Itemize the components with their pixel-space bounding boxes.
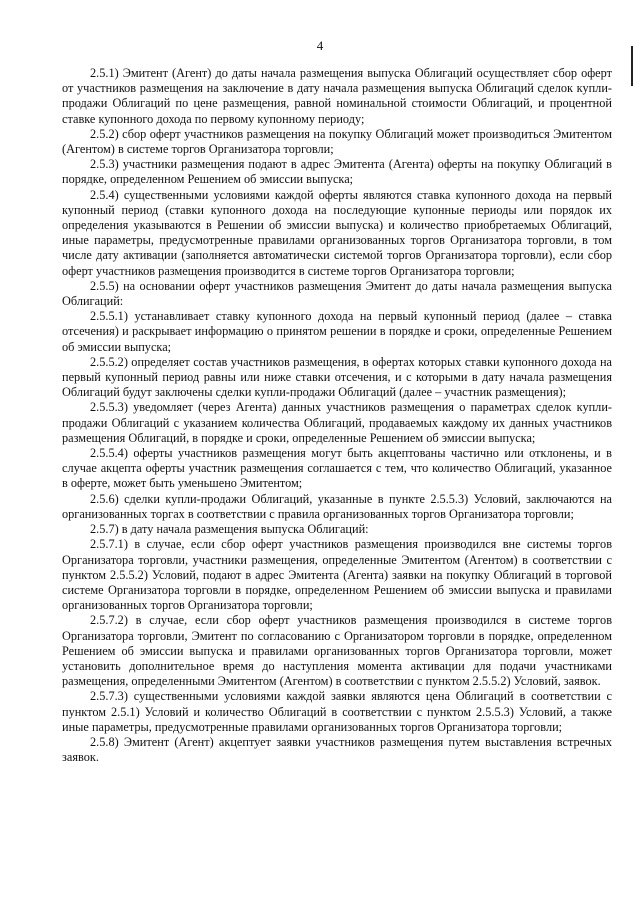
clause-2-5-5-1: 2.5.5.1) устанавливает ставку купонного дохода на первый купонный период (далее – ставка отсечения) и раскрывает информацию о принятом решении в порядке и сроки, определенные Решением об эмиссии выпуска; xyxy=(62,309,612,354)
scan-edge-mark xyxy=(631,46,633,86)
clause-2-5-5-3: 2.5.5.3) уведомляет (через Агента) данных участников размещения о параметрах сделок купли-продажи Облигаций с указанием количества Облигаций, продаваемых каждому их данных участников размещения Облигаций, в порядке и сроки, определенные Решением об эмиссии выпуска; xyxy=(62,400,612,445)
clause-2-5-7: 2.5.7) в дату начала размещения выпуска Облигаций: xyxy=(90,522,369,537)
document-body xyxy=(62,66,612,765)
clause-2-5-7-3: 2.5.7.3) существенными условиями каждой заявки являются цена Облигаций в соответствии с пунктом 2.5.1) Условий и количество Облигаций в соответствии с пунктом 2.5.5.3) Условий, а также иные параметры, предусмотренные правилами организованных торгов Организатора торговли; xyxy=(62,689,612,734)
clause-2-5-6: 2.5.6) сделки купли-продажи Облигаций, указанные в пункте 2.5.5.3) Условий, заключаются на организованных торгах в соответствии с правила организованных торгов Организатора торговли; xyxy=(62,491,612,521)
clause-2-5-5-2: 2.5.5.2) определяет состав участников размещения, в офертах которых ставки купонного дохода на первый купонный период равны или ниже ставки отсечения, и с которыми в дату начала размещения Облигаций будут заключены сделки купли-продажи Облигаций (далее – участник размещения); xyxy=(62,354,612,400)
clause-2-5-3: 2.5.3) участники размещения подают в адрес Эмитента (Агента) оферты на покупку Облигаций в порядке, определенном Решением об эмиссии выпуска; xyxy=(62,157,612,187)
clause-2-5-1: 2.5.1) Эмитент (Агент) до даты начала размещения выпуска Облигаций осуществляет сбор оферт от участников размещения на заключение в дату начала размещения выпуска Облигаций сделок купли-продажи Облигаций по цене размещения, равной номинальной стоимости Облигаций, и процентной ставке купонного дохода по первому купонному периоду; xyxy=(62,66,612,126)
clause-2-5-5: 2.5.5) на основании оферт участников размещения Эмитент до даты начала размещения выпуска Облигаций: xyxy=(62,278,612,309)
clause-2-5-8: 2.5.8) Эмитент (Агент) акцептует заявки участников размещения путем выставления встречных заявок. xyxy=(62,734,612,765)
page-number: 4 xyxy=(316,38,324,53)
clause-2-5-7-2: 2.5.7.2) в случае, если сбор оферт участников размещения производился в системе торгов Организатора торговли, Эмитент по согласованию с Организатором торговли в порядке, определенном Решением об эмиссии выпуска и правилами организованных торгов Организатора торговли, может установить дополнительное время до наступления момента активации для подачи участниками размещения, определенными Эмитентом (Агентом) в соответствии с пунктом 2.5.5.2) Условий, заявок. xyxy=(62,613,612,689)
clause-2-5-5-4: 2.5.5.4) оферты участников размещения могут быть акцептованы частично или отклонены, и в случае акцепта оферты участник размещения соглашается с тем, что количество Облигаций, указанное в оферте, может быть уменьшено Эмитентом; xyxy=(62,446,612,491)
clause-2-5-4: 2.5.4) существенными условиями каждой оферты являются ставка купонного дохода на первый купонный период (ставки купонного дохода на последующие купонные периоды или порядок их определения указываются в Решении об эмиссии выпуска) и количество приобретаемых Облигаций, иные параметры, предусмотренные правилами организованных торгов Организатора торговли, в том числе дату активации (заполняется автоматически системой торгов Организатора торговли), если сбор оферт участников размещения производится в системе торгов Организатора торговли; xyxy=(62,187,612,278)
clause-2-5-2: 2.5.2) сбор оферт участников размещения на покупку Облигаций может производиться Эмитентом (Агентом) в системе торгов Организатора торговли; xyxy=(62,126,612,157)
clause-2-5-7-1: 2.5.7.1) в случае, если сбор оферт участников размещения производился вне системы торгов Организатора торговли, участники размещения, определенные Эмитентом (Агентом) в соответствии с пунктом 2.5.5.2) Условий, подают в адрес Эмитента (Агента) заявки на покупку Облигаций в торговой системе Организатора торговли в порядке, определенном Решением об эмиссии выпуска и правилами организованных торгов Организатора торговли; xyxy=(62,537,612,613)
